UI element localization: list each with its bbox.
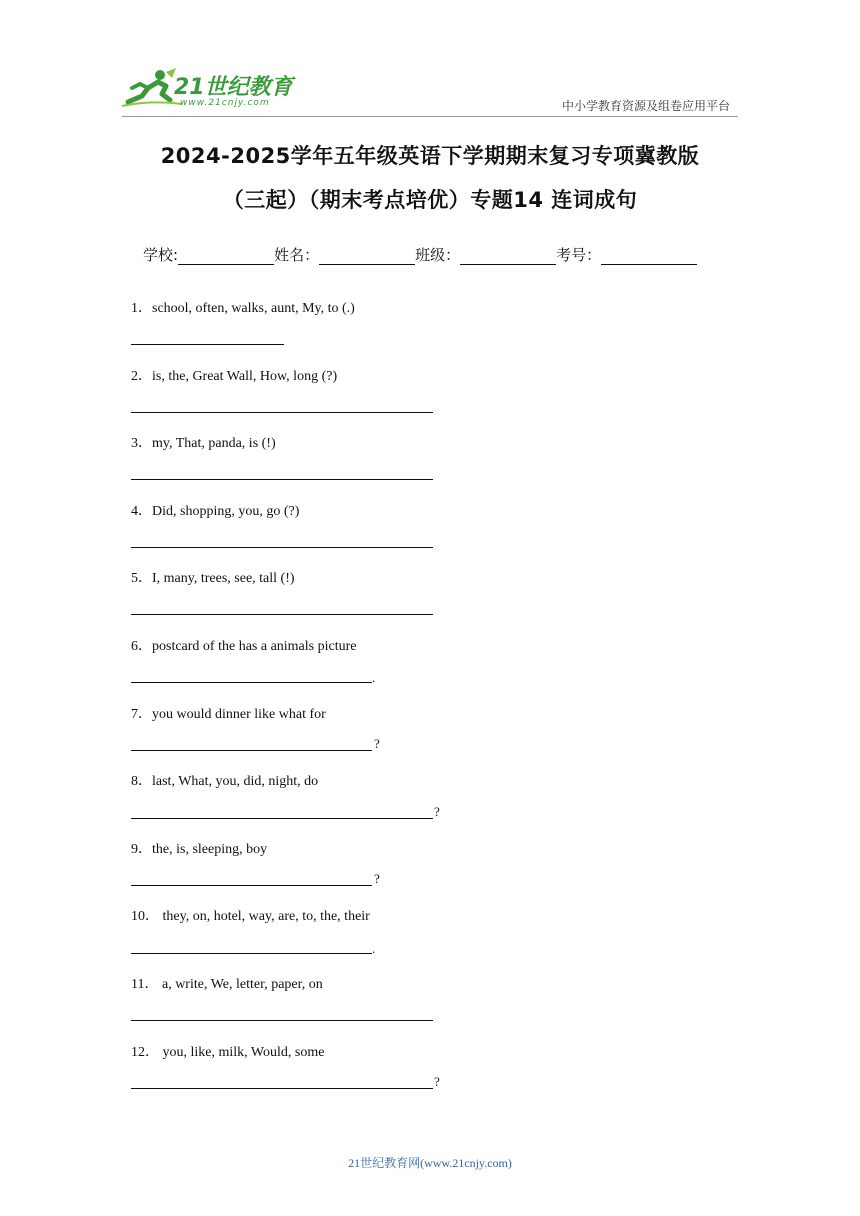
answer-line-4[interactable]: [131, 547, 433, 548]
answer-line-8[interactable]: [131, 818, 433, 819]
question-10: 10． they, on, hotel, way, are, to, the, their: [131, 909, 370, 924]
student-info-row: [143, 244, 697, 265]
school-field[interactable]: [178, 247, 274, 265]
answer-line-9[interactable]: [131, 885, 372, 886]
platform-tagline: 中小学教育资源及组卷应用平台: [561, 99, 730, 113]
question-9: 9．the, is, sleeping, boy: [131, 842, 268, 857]
question-11: 11． a, write, We, letter, paper, on: [131, 977, 323, 992]
number-field[interactable]: [601, 247, 697, 265]
question-1: 1．school, often, walks, aunt, My, to (.): [131, 301, 355, 316]
name-label: 姓名：: [274, 246, 320, 264]
answer-end-7: ?: [374, 736, 380, 751]
class-label: 班级：: [415, 246, 461, 264]
question-4: 4．Did, shopping, you, go (?): [131, 504, 300, 519]
header-divider: [122, 116, 738, 117]
question-3: 3．my, That, panda, is (!): [131, 436, 276, 451]
page-title: 2024-2025学年五年级英语下学期期末复习专项冀教版: [160, 144, 700, 168]
answer-line-1[interactable]: [131, 344, 284, 345]
school-label: 学校:: [143, 246, 179, 264]
number-label: 考号：: [556, 246, 602, 264]
question-8: 8．last, What, you, did, night, do: [131, 774, 319, 789]
answer-end-10: .: [372, 941, 376, 956]
logo-text: 21世纪教育: [174, 75, 293, 100]
answer-line-10[interactable]: [131, 953, 372, 954]
question-5: 5．I, many, trees, see, tall (!): [131, 571, 295, 586]
answer-line-5[interactable]: [131, 614, 433, 615]
answer-line-7[interactable]: [131, 750, 372, 751]
answer-line-11[interactable]: [131, 1020, 433, 1021]
question-2: 2．is, the, Great Wall, How, long (?): [131, 369, 338, 384]
answer-line-2[interactable]: [131, 412, 433, 413]
answer-line-12[interactable]: [131, 1088, 433, 1089]
question-6: 6．postcard of the has a animals picture: [131, 639, 357, 654]
answer-end-12: ?: [434, 1074, 440, 1089]
answer-line-6[interactable]: [131, 682, 372, 683]
page-footer: 21世纪教育网(www.21cnjy.com): [348, 1156, 512, 1170]
class-field[interactable]: [460, 247, 556, 265]
question-12: 12． you, like, milk, Would, some: [131, 1045, 325, 1060]
answer-line-3[interactable]: [131, 479, 433, 480]
answer-end-9: ?: [374, 871, 380, 886]
logo-url: www.21cnjy.com: [180, 98, 270, 108]
site-logo: [122, 66, 292, 114]
answer-end-8: ?: [434, 804, 440, 819]
question-7: 7．you would dinner like what for: [131, 707, 326, 722]
answer-end-6: .: [372, 670, 376, 685]
name-field[interactable]: [319, 247, 415, 265]
page-subtitle: （三起）（期末考点培优）专题14 连词成句: [222, 188, 638, 212]
